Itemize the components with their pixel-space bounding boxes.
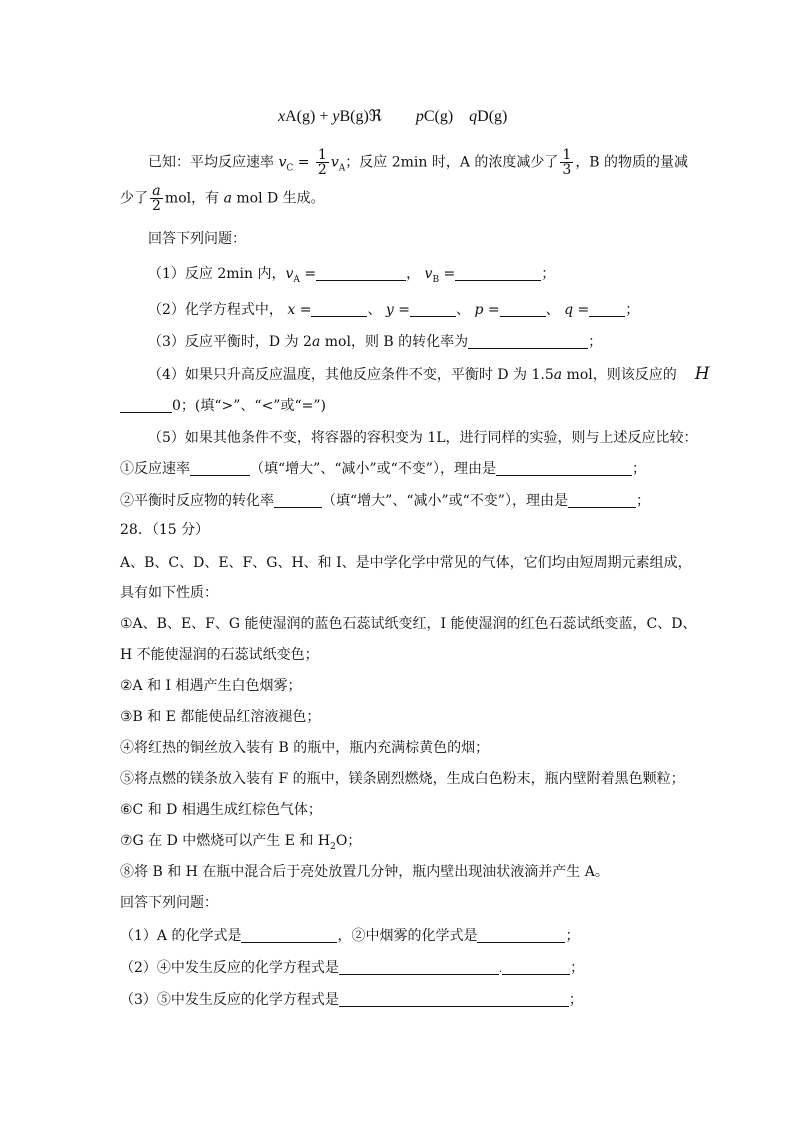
answer-blank[interactable] (311, 302, 367, 317)
question-5-sub-2: ②平衡时反应物的转化率 （填“增大”、“减小”或“不变”），理由是 ； (120, 493, 650, 509)
species-A: A (285, 108, 297, 125)
given-line2-prefix: 少了 (120, 190, 148, 207)
fraction-third: $\frac{1}{3}$ (562, 147, 572, 178)
answer-blank[interactable] (455, 266, 541, 281)
species-C: C (423, 108, 435, 125)
given-line-2 (120, 184, 325, 213)
var-a: a (223, 190, 232, 207)
coef-q: q (469, 108, 478, 125)
q28-property-4: ④将红热的铜丝放入装有 B 的瓶中，瓶内充满棕黄色的烟； (120, 740, 490, 756)
q28-answer-prompt: 回答下列问题： (120, 895, 218, 911)
answer-blank[interactable] (568, 493, 636, 508)
q28-property-1b: H 不能使湿润的石蕊试纸变色； (120, 647, 319, 663)
q28-property-6: ⑥C 和 D 相遇生成红棕色气体； (120, 802, 322, 818)
answer-prompt: 回答下列问题： (148, 231, 246, 247)
rate-vA: v (330, 154, 339, 171)
q28-intro-1: A、B、C、D、E、F、G、H、和 I、是中学化学中常见的气体，它们均由短周期元素组成， (120, 555, 692, 571)
answer-blank[interactable] (589, 302, 625, 317)
answer-blank[interactable] (410, 302, 456, 317)
plus-sign: + (315, 108, 333, 125)
given-tail: ，B 的物质的量减 (575, 154, 689, 171)
reaction-equation (278, 106, 507, 126)
question-5-sub-1: ①反应速率 （填“增大”、“减小”或“不变”），理由是 ； (120, 461, 646, 477)
fraction-a-half: $\frac{a}{2}$ (152, 183, 161, 214)
q28-property-3: ③B 和 E 都能使品红溶液褪色； (120, 709, 321, 725)
answer-blank[interactable] (339, 992, 569, 1007)
answer-blank[interactable] (339, 960, 499, 975)
given-mid: ；反应 2min 时，A 的浓度减少了 (345, 154, 559, 171)
answer-blank[interactable] (496, 461, 632, 476)
answer-blank[interactable] (502, 960, 570, 975)
q28-answer-1: （1）A 的化学式是 ，②中烟雾的化学式是 ； (120, 928, 580, 944)
state-g: (g) (350, 108, 369, 125)
coef-p: p (415, 108, 424, 125)
answer-blank[interactable] (241, 928, 337, 943)
state-g: (g) (434, 108, 454, 125)
species-D: D (477, 108, 489, 125)
answer-blank[interactable] (316, 266, 406, 281)
answer-blank[interactable] (468, 334, 588, 349)
rate-vA-sub: A (338, 163, 346, 174)
rate-vC-sub: C (286, 163, 294, 174)
answer-blank[interactable] (120, 398, 172, 413)
question-4-line-2: 0；(填“>”、“<”或“=”) (120, 396, 326, 416)
fraction-half: $\frac{1}{2}$ (317, 147, 327, 178)
question-5: （5）如果其他条件不变，将容器的容积变为 1L，进行同样的实验，则与上述反应比较： (148, 430, 698, 446)
question-1: （1）反应 2min 内，$v_A$ = ， $v_B$ = ； (148, 266, 556, 285)
q28-answer-2: （2）④中发生反应的化学方程式是 . ； (120, 960, 585, 976)
q28-property-8: ⑧将 B 和 H 在瓶中混合后于亮处放置几分钟，瓶内壁出现油状液滴并产生 A。 (120, 864, 609, 880)
given-line2-tail: mol，有 (164, 190, 220, 207)
given-line-1 (148, 148, 688, 178)
answer-blank[interactable] (477, 928, 565, 943)
answer-blank[interactable] (274, 493, 322, 508)
q28-answer-3: （3）⑤中发生反应的化学方程式是 ； (120, 992, 583, 1008)
state-g: (g) (296, 108, 316, 125)
question-4: （4）如果只升高反应温度，其他反应条件不变，平衡时 D 为 1.5a mol，则该反应的 H (148, 364, 710, 384)
q28-property-2: ②A 和 I 相遇产生白色烟雾； (120, 678, 302, 694)
question-3: （3）反应平衡时，D 为 2a mol，则 B 的转化率为 ； (148, 334, 603, 350)
question-2: （2）化学方程式中， x = 、 y = 、 p = 、 q = ； (148, 302, 640, 318)
q28-property-7: ⑦G 在 D 中燃烧可以产生 E 和 $H_2O$； (120, 833, 362, 852)
state-g: (g) (488, 108, 508, 125)
equals: = (293, 154, 314, 171)
coef-x: x (278, 108, 286, 125)
species-B: B (339, 108, 351, 125)
q28-property-1a: ①A、B、E、F、G 能使湿润的蓝色石蕊试纸变红，I 能使湿润的红色石蕊试纸变蓝，C、D、 (120, 616, 697, 632)
answer-blank[interactable] (190, 461, 250, 476)
rate-vC: v (278, 154, 287, 171)
answer-blank[interactable] (500, 302, 546, 317)
reversible-arrow: ℜ (368, 108, 382, 125)
coef-y: y (332, 108, 340, 125)
given-prefix: 已知：平均反应速率 (148, 154, 274, 171)
given-line2-end: mol D 生成。 (236, 190, 325, 207)
question-28-header: 28．（15 分） (120, 522, 210, 538)
q28-property-5: ⑤将点燃的镁条放入装有 F 的瓶中，镁条剧烈燃烧，生成白色粉末，瓶内壁附着黑色颗粒； (120, 771, 685, 787)
enthalpy-symbol: H (694, 364, 710, 384)
q28-intro-2: 具有如下性质： (120, 585, 218, 601)
